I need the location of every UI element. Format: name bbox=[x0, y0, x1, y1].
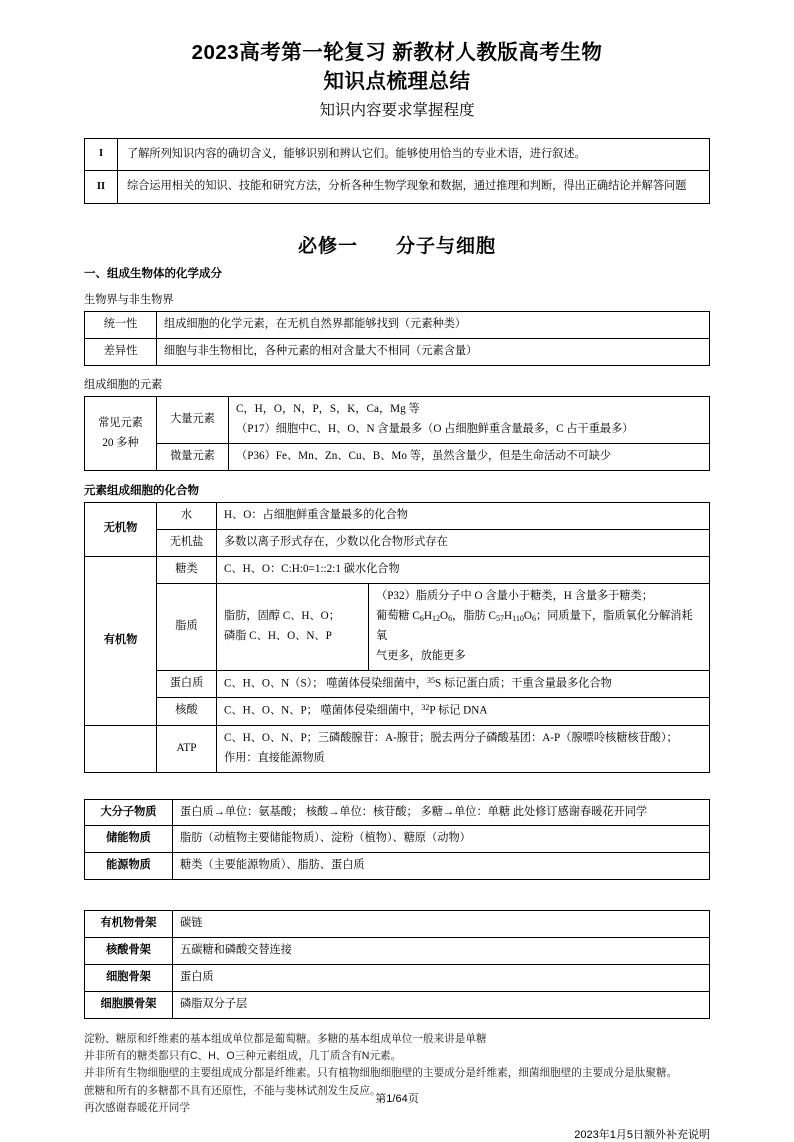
table-row bbox=[85, 992, 710, 1019]
row-content-protein bbox=[217, 670, 710, 698]
row-content-difference: 细胞与非生物相比，各种元素的相对含量大不相同（元素含量） bbox=[157, 339, 710, 366]
row-label-difference: 差异性 bbox=[85, 339, 157, 366]
fat-label: ，脂肪 C bbox=[452, 609, 496, 622]
row-content-storage: 脂肪（动植物主要储能物质）、淀粉（植物）、糖原（动物） bbox=[173, 826, 710, 853]
macro-elements-line2: （P17）细胞中C、H、O、N 含量最多（O 占细胞鲜重含量最多，C 占干重最多） bbox=[236, 423, 634, 436]
compound-group-organic: 有机物 bbox=[85, 556, 157, 725]
table-row bbox=[85, 698, 710, 726]
table-row bbox=[85, 138, 710, 171]
row-content-membrane-backbone: 磷脂双分子层 bbox=[173, 992, 710, 1019]
row-label-water: 水 bbox=[157, 502, 217, 529]
row-content-cytoskeleton: 蛋白质 bbox=[173, 965, 710, 992]
row-label-macro-elements: 大量元素 bbox=[157, 397, 229, 444]
lipid-elements-line1: 脂肪，固醇 C、H、O； bbox=[224, 609, 340, 622]
section-heading: 一、组成生物体的化学成分 bbox=[84, 268, 222, 281]
glucose-h: H bbox=[423, 609, 432, 622]
row-content-salt: 多数以离子形式存在，少数以化合物形式存在 bbox=[217, 529, 710, 556]
table-row bbox=[85, 965, 710, 992]
level-desc-1: 了解所列知识内容的确切含义，能够识别和辨认它们。能够使用恰当的专业术语，进行叙述。 bbox=[118, 138, 710, 171]
table-row bbox=[85, 312, 710, 339]
row-content-energy: 糖类（主要能源物质）、脂肪、蛋白质 bbox=[173, 853, 710, 880]
knowledge-levels-table bbox=[84, 138, 710, 205]
level-desc-2: 综合运用相关的知识、技能和研究方法，分析各种生物学现象和数据，通过推理和判断，得出正确结论并解答问题 bbox=[118, 171, 710, 204]
part-subject: 分子与细胞 bbox=[396, 236, 497, 258]
row-label-energy: 能源物质 bbox=[85, 853, 173, 880]
part-title bbox=[84, 231, 710, 258]
subsection-heading-2: 组成细胞的元素 bbox=[84, 379, 163, 392]
protein-isotope-35: 35 bbox=[426, 675, 435, 685]
fat-sub-o: 6 bbox=[531, 613, 536, 623]
document-title-line2: 知识点梳理总结 bbox=[323, 70, 471, 94]
glucose-o: O bbox=[440, 609, 449, 622]
compound-group-inorganic: 无机物 bbox=[85, 502, 157, 556]
row-label-protein: 蛋白质 bbox=[157, 670, 217, 698]
table-row bbox=[85, 799, 710, 826]
row-content-organic-backbone: 碳链 bbox=[173, 911, 710, 938]
page-number: 第1/64页 bbox=[375, 1093, 419, 1105]
lipid-note-tail: ；同质量下，脂质氧化分解消耗氧 bbox=[376, 609, 693, 642]
substance-category-table bbox=[84, 799, 710, 881]
protein-text-a: C、H、O、N（S）； 噬菌体侵染细菌中， bbox=[224, 677, 427, 690]
backbone-table bbox=[84, 910, 710, 1019]
row-content-sugar: C、H、O：C:H:0=1::2:1 碳水化合物 bbox=[217, 556, 710, 583]
row-label-storage: 储能物质 bbox=[85, 826, 173, 853]
part-name: 必修一 bbox=[297, 236, 358, 258]
row-content-nucleic bbox=[217, 698, 710, 726]
row-label-macromolecule: 大分子物质 bbox=[85, 799, 173, 826]
element-group-label-line1: 常见元素 bbox=[98, 416, 143, 429]
glucose-sub-h: 12 bbox=[431, 613, 440, 623]
cell-compounds-table bbox=[84, 502, 710, 773]
row-label-salt: 无机盐 bbox=[157, 529, 217, 556]
subsection-heading-1: 生物界与非生物界 bbox=[84, 294, 174, 307]
row-content-nucleic-backbone: 五碳糖和磷酸交替连接 bbox=[173, 938, 710, 965]
row-content-macromolecule: 蛋白质→单位：氨基酸； 核酸→单位：核苷酸； 多糖→单位：单糖 此处修订感谢春暖花开同学 bbox=[173, 799, 710, 826]
note-line-4: 蔗糖和所有的多糖都不具有还原性，不能与斐林试剂发生反应。 bbox=[84, 1084, 381, 1097]
note-line-5: 再次感谢春暖花开同学 bbox=[84, 1101, 190, 1114]
row-content-lipid-elements bbox=[217, 583, 369, 670]
compound-group-empty bbox=[85, 725, 157, 772]
protein-text-b: S 标记蛋白质；干重含量最多化合物 bbox=[434, 677, 612, 690]
lipid-elements-line2: 磷脂 C、H、O、N、P bbox=[224, 629, 332, 642]
lipid-note-line1: （P32）脂质分子中 O 含量小于糖类，H 含量多于糖类； bbox=[376, 589, 653, 602]
nucleic-text-a: C、H、O、N、P； 噬菌体侵染细菌中， bbox=[224, 704, 422, 717]
document-subtitle: 知识内容要求掌握程度 bbox=[319, 102, 475, 120]
fat-o: O bbox=[523, 609, 532, 622]
note-date: 2023年1月5日额外补充说明 bbox=[574, 1128, 710, 1141]
element-group-label bbox=[85, 397, 157, 471]
table-row bbox=[85, 444, 710, 471]
table-row bbox=[85, 670, 710, 698]
table-row bbox=[85, 556, 710, 583]
fat-h: H bbox=[504, 609, 513, 622]
table-row bbox=[85, 725, 710, 772]
glucose-sub-c: 6 bbox=[419, 613, 424, 623]
row-label-nucleic: 核酸 bbox=[157, 698, 217, 726]
row-content-water: H、O：占细胞鲜重含量最多的化合物 bbox=[217, 502, 710, 529]
element-group-label-line2: 20 多种 bbox=[102, 436, 139, 449]
table-row bbox=[85, 911, 710, 938]
row-label-atp: ATP bbox=[157, 725, 217, 772]
nucleic-isotope-32: 32 bbox=[421, 703, 430, 713]
macro-elements-line1: C，H，O，N，P，S，K，Ca，Mg 等 bbox=[236, 403, 420, 416]
row-label-nucleic-backbone: 核酸骨架 bbox=[85, 938, 173, 965]
table-row bbox=[85, 853, 710, 880]
row-content-macro-elements bbox=[229, 397, 710, 444]
row-label-membrane-backbone: 细胞膜骨架 bbox=[85, 992, 173, 1019]
table-row bbox=[85, 583, 710, 670]
document-title-line1: 2023高考第一轮复习 新教材人教版高考生物 bbox=[191, 41, 603, 64]
note-line-3: 并非所有生物细胞壁的主要组成成分都是纤维素。只有植物细胞细胞壁的主要成分是纤维素，细菌细胞壁的主要成分是肽聚糖。 bbox=[84, 1067, 678, 1080]
fat-sub-c: 57 bbox=[495, 613, 504, 623]
row-content-atp bbox=[217, 725, 710, 772]
subsection-heading-3: 元素组成细胞的化合物 bbox=[84, 484, 199, 497]
nucleic-text-b: P 标记 DNA bbox=[429, 704, 488, 717]
glucose-sub-o: 6 bbox=[448, 613, 453, 623]
row-label-sugar: 糖类 bbox=[157, 556, 217, 583]
lipid-note-line3: 气更多，放能更多 bbox=[376, 649, 466, 662]
table-row bbox=[85, 171, 710, 204]
note-line-1: 淀粉、糖原和纤维素的基本组成单位都是葡萄糖。多糖的基本组成单位一般来讲是单糖 bbox=[84, 1033, 487, 1046]
table-row bbox=[85, 529, 710, 556]
level-label-2: II bbox=[85, 171, 118, 204]
row-label-unity: 统一性 bbox=[85, 312, 157, 339]
cell-elements-table bbox=[84, 396, 710, 471]
note-line-2: 并非所有的糖类都只有C、H、O三种元素组成，几丁质含有N元素。 bbox=[84, 1050, 402, 1063]
table-row bbox=[85, 339, 710, 366]
row-content-trace-elements: （P36）Fe、Mn、Zn、Cu、B、Mo 等，虽然含量少，但是生命活动不可缺少 bbox=[229, 444, 710, 471]
atp-line2: 作用：直接能源物质 bbox=[224, 751, 325, 764]
biosphere-comparison-table bbox=[84, 311, 710, 366]
table-row bbox=[85, 938, 710, 965]
row-label-lipid: 脂质 bbox=[157, 583, 217, 670]
row-label-organic-backbone: 有机物骨架 bbox=[85, 911, 173, 938]
row-content-lipid-note bbox=[369, 583, 710, 670]
lipid-note-line2 bbox=[376, 607, 702, 647]
fat-sub-h: 110 bbox=[512, 613, 524, 623]
row-content-unity: 组成细胞的化学元素，在无机自然界都能够找到（元素种类） bbox=[157, 312, 710, 339]
table-row bbox=[85, 397, 710, 444]
row-label-trace-elements: 微量元素 bbox=[157, 444, 229, 471]
table-row bbox=[85, 502, 710, 529]
level-label-1: I bbox=[85, 138, 118, 171]
row-label-cytoskeleton: 细胞骨架 bbox=[85, 965, 173, 992]
table-row bbox=[85, 826, 710, 853]
atp-line1: C、H、O、N、P；三磷酸腺苷：A-腺苷；脱去两分子磷酸基团：A-P（腺嘌呤核糖核苷酸）； bbox=[224, 731, 678, 744]
glucose-label: 葡萄糖 C bbox=[376, 609, 420, 622]
